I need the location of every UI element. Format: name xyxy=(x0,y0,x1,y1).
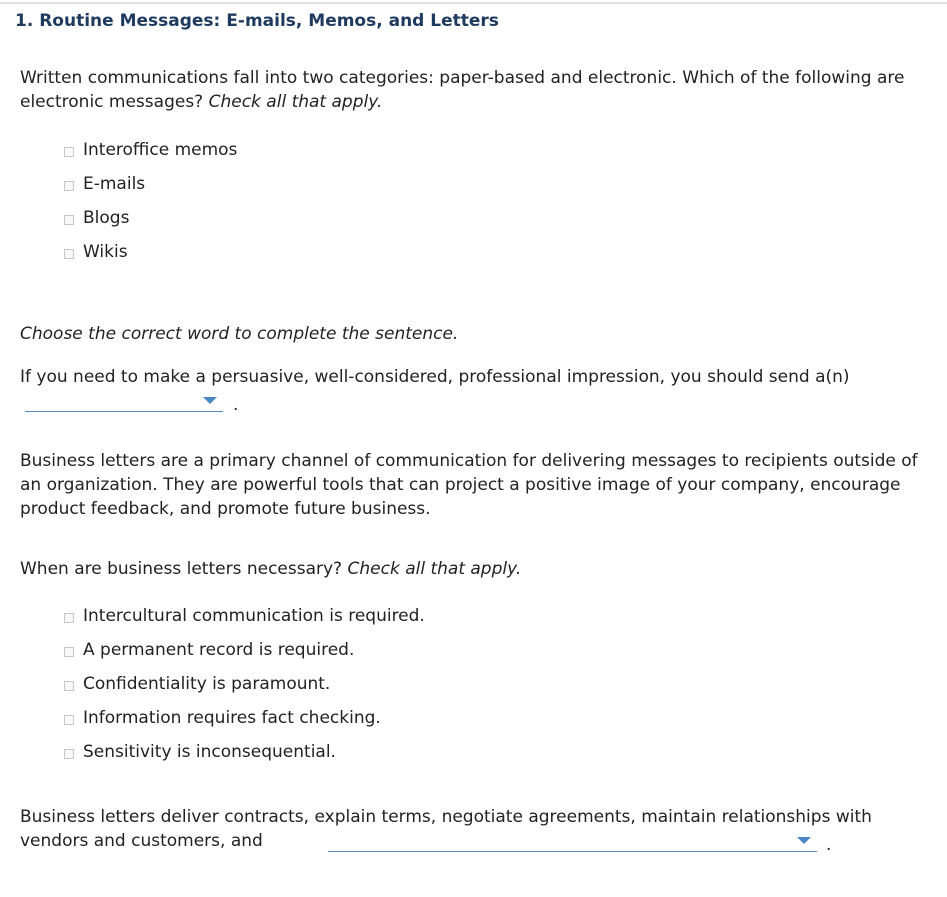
q3-option-permanent-record[interactable] xyxy=(64,633,425,667)
option-label: Information requires fact checking. xyxy=(83,708,381,728)
q3-option-intercultural[interactable] xyxy=(64,599,425,633)
q3-option-sensitivity[interactable] xyxy=(64,735,425,769)
option-label: A permanent record is required. xyxy=(83,640,355,660)
q2-sentence: If you need to make a persuasive, well-considered, professional impression, you should send a(n) xyxy=(20,367,850,387)
option-label: Sensitivity is inconsequential. xyxy=(83,742,336,762)
chevron-down-icon[interactable] xyxy=(797,837,811,844)
q1-instruction: Check all that apply. xyxy=(208,92,383,112)
q1-option-blogs[interactable] xyxy=(64,201,237,235)
q3-prompt-text: When are business letters necessary? xyxy=(20,559,343,579)
q1-prompt-text: Written communications fall into two categories: paper-based and electronic. Which of the following are electronic messages? xyxy=(20,68,905,112)
checkbox[interactable] xyxy=(64,147,74,157)
checkbox[interactable] xyxy=(64,647,74,657)
checkbox[interactable] xyxy=(64,613,74,623)
q1-option-interoffice-memos[interactable] xyxy=(64,133,237,167)
q3-prompt xyxy=(20,557,920,581)
option-label: Confidentiality is paramount. xyxy=(83,674,331,694)
top-divider xyxy=(0,2,947,4)
checkbox[interactable] xyxy=(64,249,74,259)
q3-instruction: Check all that apply. xyxy=(347,559,522,579)
q2-period: . xyxy=(233,395,239,415)
q4-sentence: Business letters deliver contracts, explain terms, negotiate agreements, maintain relationships with vendors and customers, and xyxy=(20,807,872,851)
option-label: E-mails xyxy=(83,174,146,194)
info-paragraph: Business letters are a primary channel of communication for delivering messages to recipients outside of an organization. They are powerful tools that can project a positive image of your company, encourage product feedback, and promote future business. xyxy=(20,451,918,519)
q3-option-confidentiality[interactable] xyxy=(64,667,425,701)
checkbox[interactable] xyxy=(64,215,74,225)
q1-option-wikis[interactable] xyxy=(64,235,237,269)
option-label: Wikis xyxy=(83,242,128,262)
checkbox[interactable] xyxy=(64,715,74,725)
q2-answer-dropdown[interactable] xyxy=(25,389,223,412)
q3-option-fact-checking[interactable] xyxy=(64,701,425,735)
checkbox[interactable] xyxy=(64,181,74,191)
option-label: Interoffice memos xyxy=(83,140,238,160)
checkbox[interactable] xyxy=(64,749,74,759)
option-label: Intercultural communication is required. xyxy=(83,606,425,626)
q2-instruction-text: Choose the correct word to complete the sentence. xyxy=(20,324,459,344)
q1-option-emails[interactable] xyxy=(64,167,237,201)
q2-instruction xyxy=(20,322,920,346)
option-label: Blogs xyxy=(83,208,130,228)
q4-period: . xyxy=(826,835,832,855)
question-title: 1. Routine Messages: E-mails, Memos, and Letters xyxy=(15,11,499,31)
chevron-down-icon[interactable] xyxy=(203,397,217,404)
q3-options xyxy=(64,599,425,769)
q1-prompt xyxy=(20,66,920,114)
q1-options xyxy=(64,133,237,269)
checkbox[interactable] xyxy=(64,681,74,691)
q4-answer-dropdown[interactable] xyxy=(328,829,817,852)
